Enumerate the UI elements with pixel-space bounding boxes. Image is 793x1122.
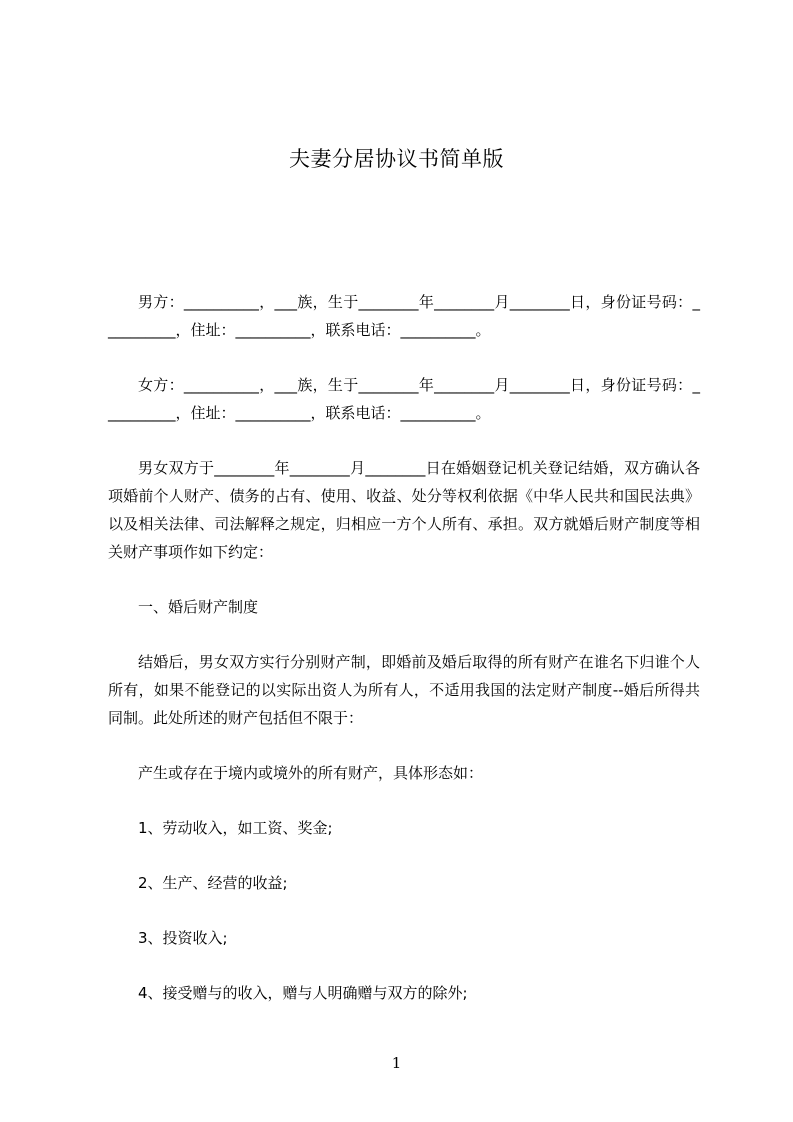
section-heading-property-system: 一、婚后财产制度: [138, 598, 259, 616]
list-item-gift-income: 4、接受赠与的收入，赠与人明确赠与双方的除外;: [138, 984, 468, 1002]
list-item-labor-income: 1、劳动收入，如工资、奖金;: [138, 819, 333, 837]
list-item-investment-income: 3、投资收入;: [138, 929, 228, 947]
paragraph-property-forms: 产生或存在于境内或境外的所有财产，具体形态如：: [138, 764, 484, 782]
paragraph-wife-info: 女方：__________，___族，生于________年________月________日，身份证号码：__________，住址：__________，联系电话：__________。: [108, 376, 700, 422]
page-number: 1: [391, 1054, 402, 1072]
paragraph-marriage-statement: 男女双方于________年________月________日在婚姻登记机关登记结婚，双方确认各项婚前个人财产、债务的占有、使用、收益、处分等权利依据《中华人民共和国民法典》以及相关法律、司法解释之规定，归相应一方个人所有、承担。双方就婚后财产制度等相关财产事项作如下约定：: [108, 459, 700, 561]
list-item-business-income: 2、生产、经营的收益;: [138, 874, 288, 892]
paragraph-husband-info: 男方：__________，___族，生于________年________月________日，身份证号码：__________，住址：__________，联系电话：__________。: [108, 293, 700, 339]
document-body: [108, 288, 700, 1034]
document-title: 夫妻分居协议书简单版: [289, 147, 504, 171]
paragraph-separate-property: 结婚后，男女双方实行分别财产制，即婚前及婚后取得的所有财产在谁名下归谁个人所有，如果不能登记的以实际出资人为所有人，不适用我国的法定财产制度--婚后所得共同制。此处所述的财产包括但不限于：: [108, 653, 700, 727]
